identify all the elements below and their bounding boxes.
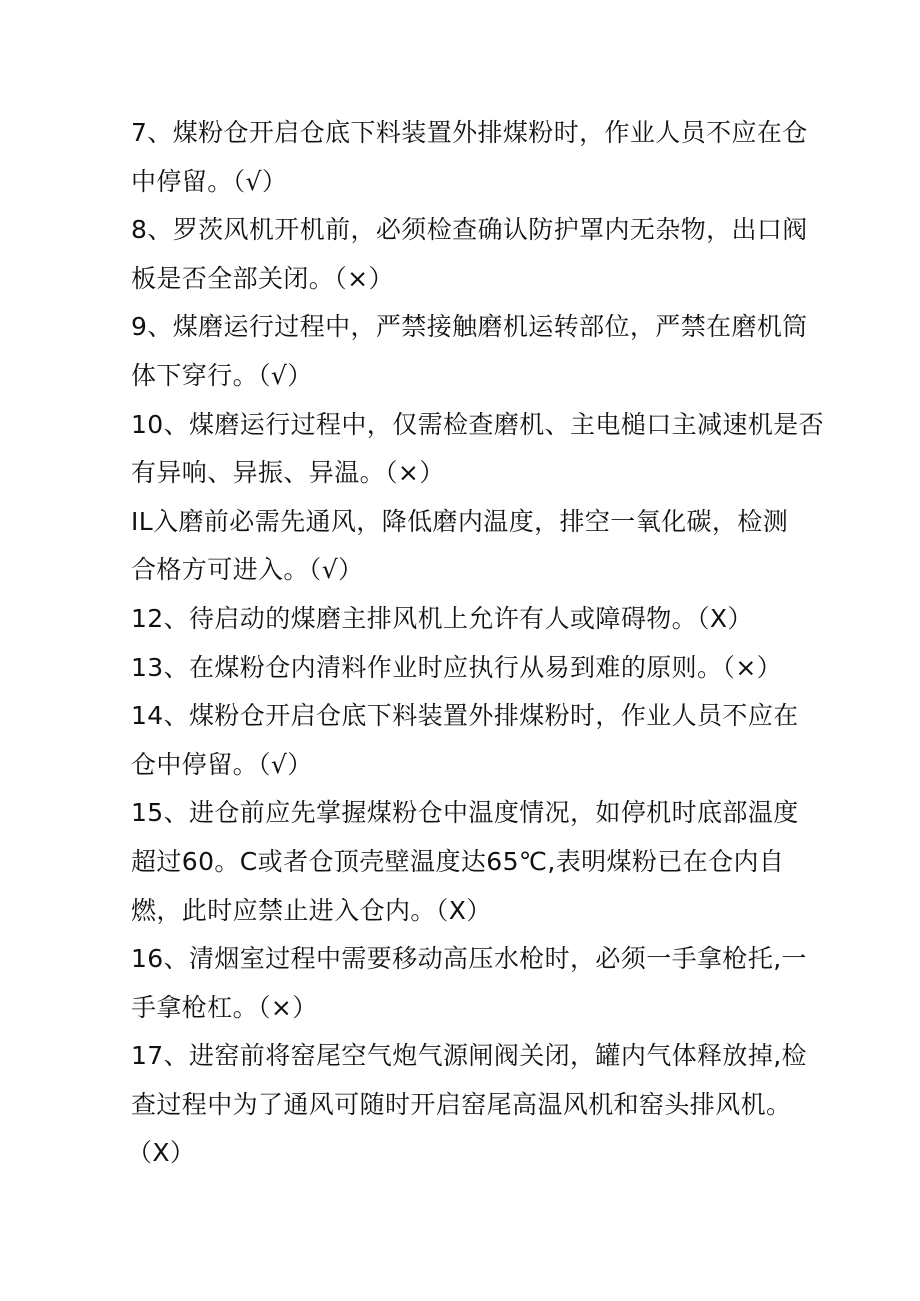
text-line: 9、煤磨运行过程中，严禁接触磨机运转部位，严禁在磨机筒 xyxy=(131,312,808,342)
text-line: 合格方可进入。（√） xyxy=(131,555,364,585)
text-line: 14、煤粉仓开启仓底下料装置外排煤粉时，作业人员不应在 xyxy=(131,701,799,731)
text-line: 有异响、异振、异温。（×） xyxy=(131,458,445,488)
text-line: 15、进仓前应先掌握煤粉仓中温度情况，如停机时底部温度 xyxy=(131,798,799,828)
text-line: 燃，此时应禁止进入仓内。（X） xyxy=(131,895,492,925)
text-line: IL入磨前必需先通风，降低磨内温度，排空一氧化碳，检测 xyxy=(131,506,789,536)
text-line: 中停留。（√） xyxy=(131,166,288,196)
text-line: 板是否全部关闭。（×） xyxy=(131,263,394,293)
text-line: 仓中停留。（√） xyxy=(131,749,313,779)
text-line: 10、煤磨运行过程中，仅需检查磨机、主电槌口主减速机是否 xyxy=(131,409,825,439)
text-line: 16、清烟室过程中需要移动高压水枪时，必须一手拿枪托,一 xyxy=(131,944,807,974)
text-line: 7、煤粉仓开启仓底下料装置外排煤粉时，作业人员不应在仓 xyxy=(131,118,808,147)
question-list xyxy=(127,109,825,1178)
text-line: 手拿枪杠。（×） xyxy=(131,992,318,1022)
text-line: 查过程中为了通风可随时开启窑尾高温风机和窑头排风机。 xyxy=(131,1089,792,1119)
text-line: 8、罗茨风机开机前，必须检查确认防护罩内无杂物，出口阀 xyxy=(131,215,808,245)
text-line: 12、待启动的煤磨主排风机上允许有人或障碍物。（X） xyxy=(131,603,753,633)
text-line: 体下穿行。（√） xyxy=(131,360,313,390)
text-line: 13、在煤粉仓内清料作业时应执行从易到难的原则。（×） xyxy=(131,652,783,682)
text-line: （X） xyxy=(127,1138,196,1168)
text-line: 17、进窑前将窑尾空气炮气源闸阀关闭，罐内气体释放掉,检 xyxy=(131,1041,807,1071)
text-line: 超过60。C或者仓顶壳壁温度达65℃,表明煤粉已在仓内自 xyxy=(131,846,785,876)
